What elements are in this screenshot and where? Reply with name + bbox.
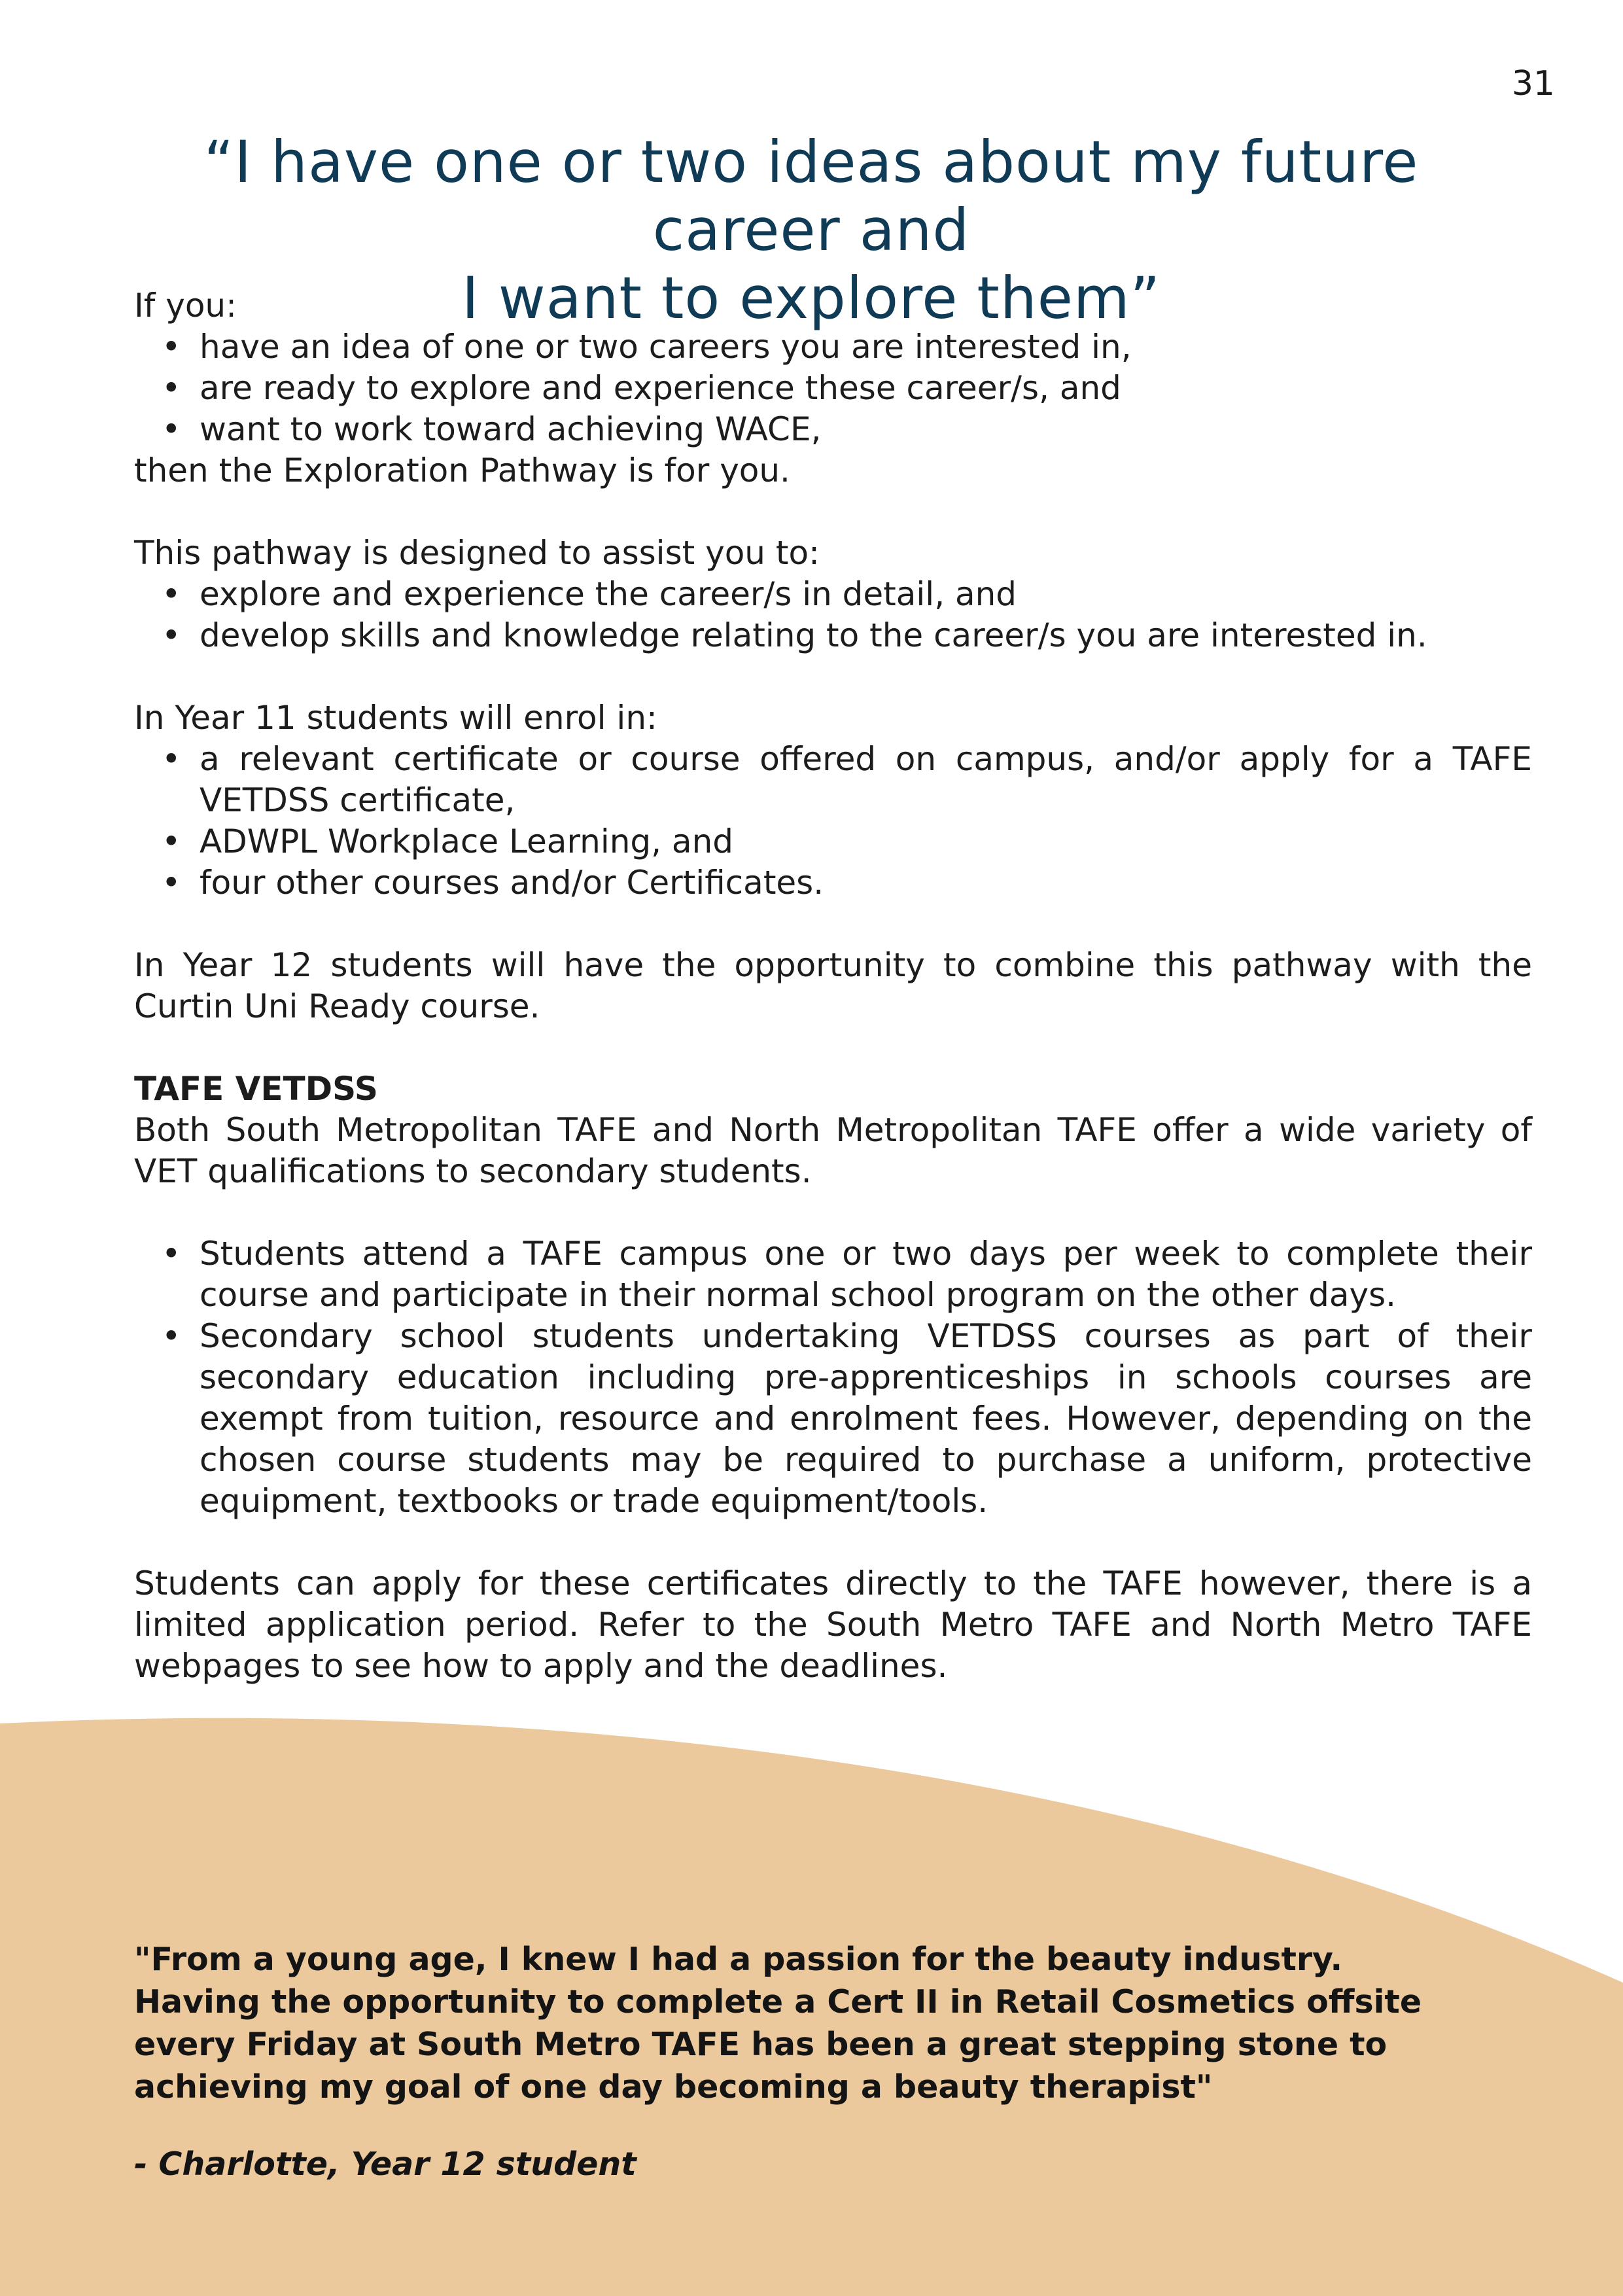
bullet-icon: • [162, 328, 181, 366]
intro-bullet-list [134, 327, 1532, 450]
pathway-lead: This pathway is designed to assist you to: [134, 534, 820, 572]
bullet-icon: • [162, 616, 181, 654]
list-item: • ADWPL Workplace Learning, and [200, 821, 1532, 862]
list-item: • Secondary school students undertaking VETDSS courses as part of their secondary education including pre-apprenticeships in schools courses are exempt from tuition, resource and enrolment fees. However, depending on the chosen course students may be required to purchase a uniform, protective equipment, textbooks or trade equipment/tools. [162, 1317, 1532, 1520]
main-content [134, 285, 1532, 1687]
list-item: • a relevant certificate or course offered on campus, and/or apply for a TAFE VETDSS certificate, [162, 740, 1532, 819]
list-item: • Students attend a TAFE campus one or two days per week to complete their course and participate in their normal school program on the other days. [162, 1235, 1532, 1314]
page-title-line-2: I want to explore them” [461, 264, 1161, 332]
page-title-line-1: “I have one or two ideas about my future career and [203, 128, 1419, 264]
tafe-apply-paragraph: Students can apply for these certificates directly to the TAFE however, there is a limited application period. Refer to the South Metro TAFE and North Metro TAFE webpages to see how to apply and the deadlines. [134, 1564, 1532, 1685]
intro-lead: If you: [134, 287, 237, 325]
year11-bullet-list [134, 739, 1532, 904]
bullet-icon: • [162, 1235, 181, 1273]
bullet-icon: • [162, 740, 181, 778]
list-item: • are ready to explore and experience these career/s, and [200, 368, 1532, 409]
list-item: • develop skills and knowledge relating to the career/s you are interested in. [200, 615, 1532, 656]
year11-lead: In Year 11 students will enrol in: [134, 699, 657, 737]
intro-conclusion: then the Exploration Pathway is for you. [134, 451, 790, 489]
list-item: • four other courses and/or Certificates. [200, 862, 1532, 904]
testimonial-attribution: - Charlotte, Year 12 student [134, 2146, 637, 2183]
page-number: 31 [1511, 64, 1555, 103]
bullet-icon: • [162, 864, 181, 902]
bullet-icon: • [162, 369, 181, 407]
bullet-icon: • [162, 410, 181, 448]
tafe-bullet-list [134, 1233, 1532, 1522]
bullet-icon: • [162, 1317, 181, 1355]
tafe-intro: Both South Metropolitan TAFE and North Metropolitan TAFE offer a wide variety of VET qualifications to secondary students. [134, 1111, 1532, 1190]
testimonial-quote: "From a young age, I knew I had a passion for the beauty industry. Having the opportunity to complete a Cert II in Retail Cosmetics offsite every Friday at South Metro TAFE has been a great stepping stone to achieving my goal of one day becoming a beauty therapist" [134, 1941, 1422, 2106]
tafe-heading: TAFE VETDSS [134, 1070, 378, 1108]
pathway-bullet-list [134, 574, 1532, 656]
list-item: • explore and experience the career/s in detail, and [200, 574, 1532, 615]
year12-paragraph: In Year 12 students will have the opportunity to combine this pathway with the Curtin Uni Ready course. [134, 946, 1532, 1025]
bullet-icon: • [162, 575, 181, 613]
list-item: • want to work toward achieving WACE, [200, 409, 1532, 450]
list-item: • have an idea of one or two careers you are interested in, [200, 327, 1532, 368]
bullet-icon: • [162, 822, 181, 860]
